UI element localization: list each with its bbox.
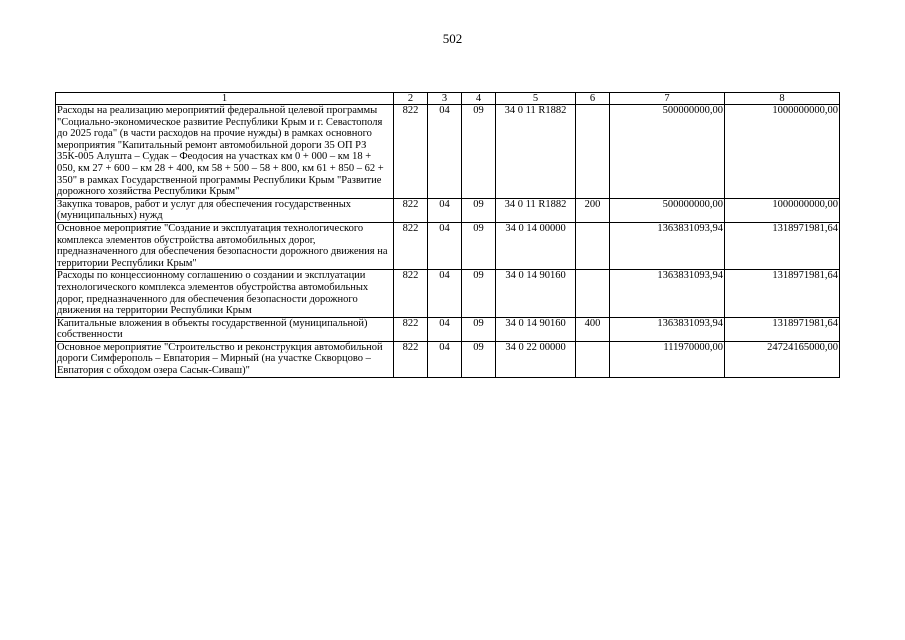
cell-target-article: 34 0 22 00000	[496, 341, 576, 377]
col-header-6: 6	[576, 93, 610, 105]
row-name: Капитальные вложения в объекты государственной (муниципальной) собственности	[56, 317, 394, 341]
cell-ministry: 822	[394, 198, 428, 222]
cell-target-article: 34 0 11 R1882	[496, 198, 576, 222]
table-row	[56, 198, 840, 222]
cell-target-article: 34 0 14 90160	[496, 317, 576, 341]
cell-amount-col7: 111970000,00	[610, 341, 725, 377]
cell-expense-type	[576, 222, 610, 269]
cell-ministry: 822	[394, 270, 428, 317]
cell-expense-type	[576, 270, 610, 317]
table-row	[56, 341, 840, 377]
table-row	[56, 270, 840, 317]
cell-subsection: 09	[462, 341, 496, 377]
cell-subsection: 09	[462, 198, 496, 222]
cell-target-article: 34 0 14 90160	[496, 270, 576, 317]
table-row	[56, 105, 840, 199]
table-row	[56, 222, 840, 269]
cell-amount-col8: 24724165000,00	[725, 341, 840, 377]
cell-amount-col7: 500000000,00	[610, 105, 725, 199]
cell-ministry: 822	[394, 341, 428, 377]
cell-ministry: 822	[394, 105, 428, 199]
cell-expense-type	[576, 341, 610, 377]
cell-section: 04	[428, 198, 462, 222]
cell-section: 04	[428, 341, 462, 377]
cell-subsection: 09	[462, 222, 496, 269]
cell-section: 04	[428, 222, 462, 269]
cell-expense-type: 400	[576, 317, 610, 341]
row-name: Основное мероприятие "Строительство и реконструкция автомобильной дороги Симферополь – Евпатория – Мирный (на участке Скворцово – Евпатория с обходом озера Сасык-Сиваш)"	[56, 341, 394, 377]
row-name: Расходы по концессионному соглашению о создании и эксплуатации технологического комплекса элементов обустройства автомобильных дорог, предназначенного для обеспечения безопасности дорожного движения на территории Республики Крым	[56, 270, 394, 317]
cell-amount-col8: 1318971981,64	[725, 317, 840, 341]
cell-subsection: 09	[462, 317, 496, 341]
cell-target-article: 34 0 11 R1882	[496, 105, 576, 199]
row-name: Основное мероприятие "Создание и эксплуатация технологического комплекса элементов обустройства автомобильных дорог, предназначенного для обеспечения безопасности дорожного движения на территории Республики Крым"	[56, 222, 394, 269]
page-number: 502	[442, 31, 463, 46]
cell-amount-col7: 1363831093,94	[610, 222, 725, 269]
col-header-7: 7	[610, 93, 725, 105]
col-header-3: 3	[428, 93, 462, 105]
cell-amount-col8: 1000000000,00	[725, 105, 840, 199]
cell-amount-col8: 1318971981,64	[725, 270, 840, 317]
cell-ministry: 822	[394, 222, 428, 269]
table-row	[56, 317, 840, 341]
cell-target-article: 34 0 14 00000	[496, 222, 576, 269]
cell-section: 04	[428, 270, 462, 317]
col-header-4: 4	[462, 93, 496, 105]
col-header-1: 1	[56, 93, 394, 105]
row-name: Расходы на реализацию мероприятий федеральной целевой программы "Социально-экономическое развитие Республики Крым и г. Севастополя до 2025 года" (в части расходов на прочие нужды) в рамках основного мероприятия "Капитальный ремонт автомобильной дороги 35 ОП РЗ 35К-005 Алушта – Судак – Феодосия на участках км 0 + 000 – км 18 + 050, км 27 + 600 – км 28 + 400, км 58 + 500 – 58 + 800, км 61 + 850 – 62 + 350" в рамках Государственной программы Республики Крым "Развитие дорожного хозяйства Республики Крым"	[56, 105, 394, 199]
cell-amount-col8: 1318971981,64	[725, 222, 840, 269]
header-row	[56, 93, 840, 105]
cell-section: 04	[428, 317, 462, 341]
cell-ministry: 822	[394, 317, 428, 341]
cell-expense-type: 200	[576, 198, 610, 222]
cell-amount-col8: 1000000000,00	[725, 198, 840, 222]
row-name: Закупка товаров, работ и услуг для обеспечения государственных (муниципальных) нужд	[56, 198, 394, 222]
col-header-2: 2	[394, 93, 428, 105]
cell-subsection: 09	[462, 270, 496, 317]
col-header-8: 8	[725, 93, 840, 105]
cell-section: 04	[428, 105, 462, 199]
budget-table	[55, 92, 840, 378]
col-header-5: 5	[496, 93, 576, 105]
cell-amount-col7: 1363831093,94	[610, 270, 725, 317]
cell-amount-col7: 1363831093,94	[610, 317, 725, 341]
cell-expense-type	[576, 105, 610, 199]
cell-amount-col7: 500000000,00	[610, 198, 725, 222]
cell-subsection: 09	[462, 105, 496, 199]
